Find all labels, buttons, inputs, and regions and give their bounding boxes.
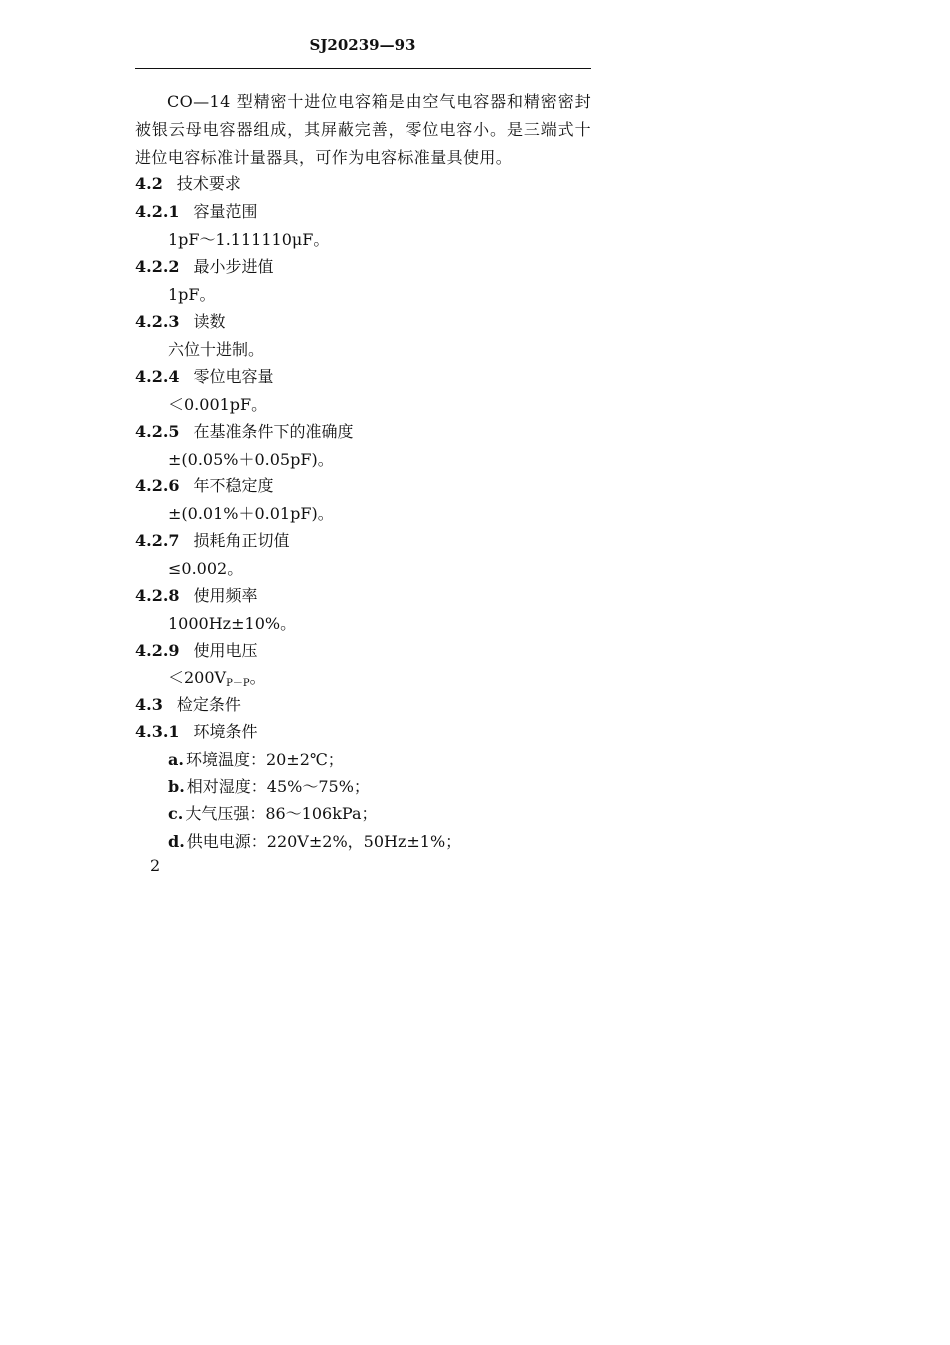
section-number: 4.2.7 — [135, 531, 180, 550]
section-4-2-2-heading — [135, 253, 274, 281]
section-title: 读数 — [193, 312, 226, 331]
condition-item-a — [168, 746, 344, 774]
section-number: 4.2.8 — [135, 586, 180, 605]
section-title: 使用电压 — [193, 641, 258, 660]
list-marker: b. — [168, 777, 185, 796]
voltage-subscript: P－P — [226, 678, 250, 689]
section-4-2-6-heading — [135, 472, 274, 500]
document-number-header: SJ20239—93 — [309, 36, 416, 54]
condition-text: 相对湿度：45%～75%； — [186, 777, 370, 796]
section-title: 检定条件 — [176, 695, 241, 714]
condition-item-c — [168, 800, 378, 828]
section-number: 4.2 — [135, 174, 163, 193]
section-4-2-1-heading — [135, 198, 258, 226]
section-title: 最小步进值 — [193, 257, 274, 276]
condition-item-d — [168, 828, 461, 856]
section-4-2-9-heading — [135, 637, 258, 665]
condition-text: 供电电源：220V±2%，50Hz±1%； — [186, 832, 462, 851]
condition-item-b — [168, 773, 370, 801]
voltage-value: ＜200V — [168, 668, 227, 687]
section-4-2-heading — [135, 170, 241, 198]
list-marker: d. — [168, 832, 185, 851]
intro-paragraph: CO—14 型精密十进位电容箱是由空气电容器和精密密封被银云母电容器组成，其屏蔽完善，零位电容小。是三端式十进位电容标准计量器具，可作为电容标准量具使用。 — [135, 92, 591, 167]
condition-text: 环境温度：20±2℃； — [185, 750, 344, 769]
section-4-2-5-heading — [135, 418, 354, 446]
section-4-2-7-heading — [135, 527, 290, 555]
section-title: 在基准条件下的准确度 — [193, 422, 354, 441]
section-4-2-7-value: ≤0.002。 — [168, 559, 244, 578]
condition-text: 大气压强：86～106kPa； — [185, 804, 378, 823]
section-number: 4.2.1 — [135, 202, 180, 221]
section-title: 环境条件 — [193, 722, 258, 741]
header-rule — [135, 68, 591, 69]
section-number: 4.2.4 — [135, 367, 180, 386]
section-title: 损耗角正切值 — [193, 531, 290, 550]
section-number: 4.3.1 — [135, 722, 180, 741]
list-marker: c. — [168, 804, 184, 823]
section-4-3-1-heading — [135, 718, 258, 746]
voltage-end: 。 — [249, 668, 266, 687]
section-title: 年不稳定度 — [193, 476, 274, 495]
section-4-2-2-value: 1pF。 — [168, 285, 216, 304]
section-4-2-3-value: 六位十进制。 — [168, 340, 265, 359]
section-4-2-4-value: ＜0.001pF。 — [168, 395, 268, 414]
list-marker: a. — [168, 750, 184, 769]
section-number: 4.3 — [135, 695, 163, 714]
section-4-2-3-heading — [135, 308, 226, 336]
section-4-2-8-value: 1000Hz±10%。 — [168, 614, 297, 633]
section-title: 技术要求 — [176, 174, 241, 193]
section-4-3-heading — [135, 691, 241, 719]
section-number: 4.2.9 — [135, 641, 180, 660]
section-number: 4.2.6 — [135, 476, 180, 495]
section-4-2-6-value: ±(0.01%＋0.01pF)。 — [168, 504, 334, 523]
section-4-2-1-value: 1pF～1.111110μF。 — [168, 230, 330, 249]
section-number: 4.2.3 — [135, 312, 180, 331]
section-title: 容量范围 — [193, 202, 258, 221]
section-4-2-5-value: ±(0.05%＋0.05pF)。 — [168, 450, 334, 469]
section-4-2-8-heading — [135, 582, 258, 610]
section-number: 4.2.5 — [135, 422, 180, 441]
page-number: 2 — [150, 856, 161, 875]
section-4-2-4-heading — [135, 363, 274, 391]
section-title: 使用频率 — [193, 586, 258, 605]
section-number: 4.2.2 — [135, 257, 180, 276]
section-title: 零位电容量 — [193, 367, 274, 386]
